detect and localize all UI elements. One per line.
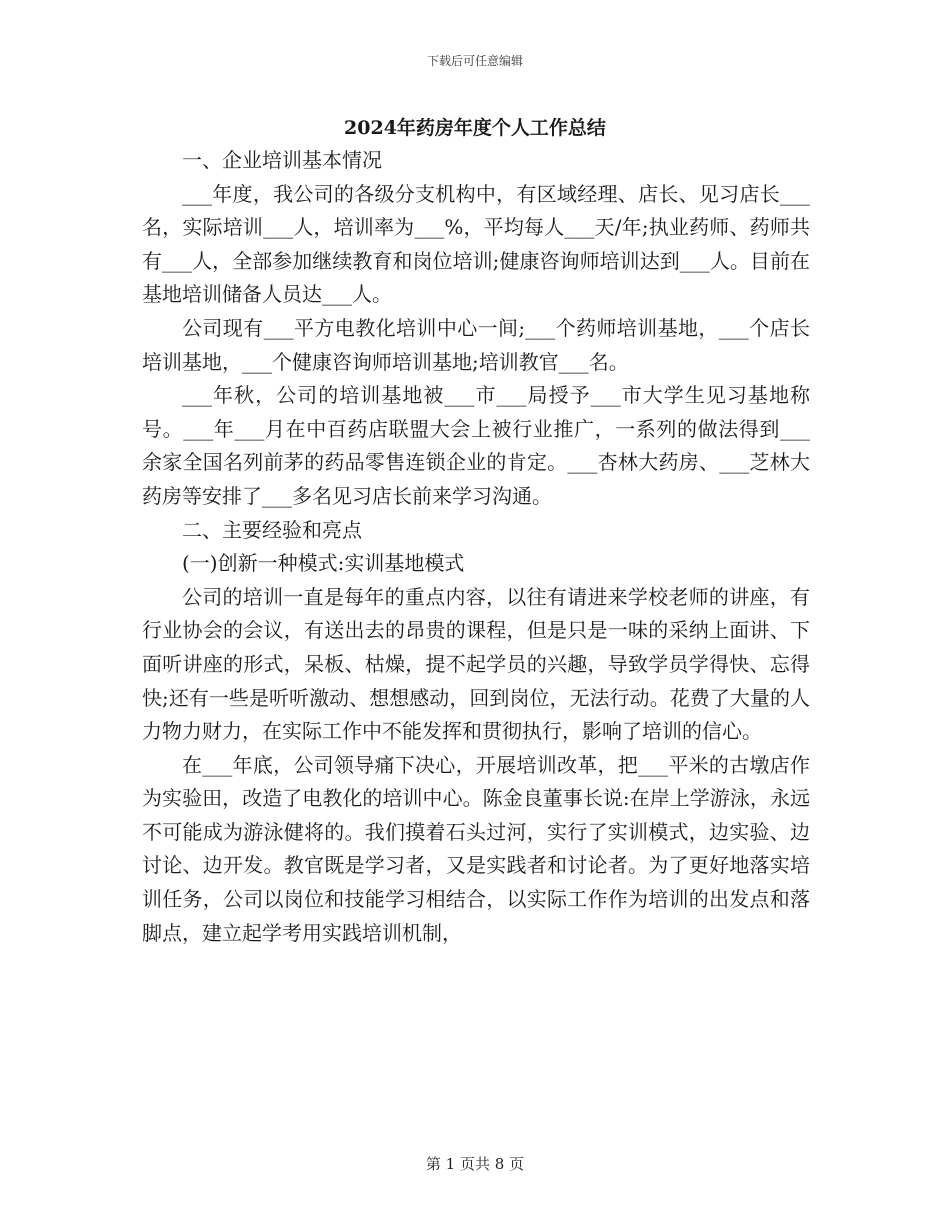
paragraph: ___年度，我公司的各级分支机构中，有区域经理、店长、见习店长___名，实际培训___人，培训率为___%，平均每人___天/年;执业药师、药师共有___人，全部参加继续教育和岗位培训;健康咨询师培训达到___人。目前在基地培训储备人员达___人。 [142, 181, 810, 307]
document-body [142, 144, 810, 950]
paragraph: ___年秋，公司的培训基地被___市___局授予___市大学生见习基地称号。___年___月在中百药店联盟大会上被行业推广，一系列的做法得到___余家全国名列前茅的药品零售连锁企业的肯定。___杏林大药房、___芝林大药房等安排了___多名见习店长前来学习沟通。 [142, 383, 810, 508]
header-note: 下载后可任意编辑 [426, 54, 523, 68]
page-number: 第 1 页共 8 页 [425, 1155, 525, 1173]
section-heading-2: 二、主要经验和亮点 [182, 517, 362, 542]
section-heading-1: 一、企业培训基本情况 [182, 148, 382, 172]
paragraph: 公司的培训一直是每年的重点内容，以往有请进来学校老师的讲座，有行业协会的会议，有送出去的昂贵的课程，但是只是一味的采纳上面讲、下面听讲座的形式，呆板、枯燥，提不起学员的兴趣，导致学员学得快、忘得快;还有一些是听听激动、想想感动，回到岗位，无法行动。花费了大量的人力物力财力，在实际工作中不能发挥和贯彻执行，影响了培训的信心。 [142, 584, 810, 744]
paragraph: 公司现有___平方电教化培训中心一间;___个药师培训基地，___个店长培训基地，___个健康咨询师培训基地;培训教官___名。 [142, 315, 810, 374]
document-title: 2024年药房年度个人工作总结 [344, 117, 606, 139]
subsection-heading: (一)创新一种模式:实训基地模式 [182, 551, 465, 576]
paragraph: 在___年底，公司领导痛下决心，开展培训改革，把___平米的古墩店作为实验田，改造了电教化的培训中心。陈金良董事长说:在岸上学游泳，永远不可能成为游泳健将的。我们摸着石头过河，实行了实训模式，边实验、边讨论、边开发。教官既是学习者，又是实践者和讨论者。为了更好地落实培训任务，公司以岗位和技能学习相结合，以实际工作作为培训的出发点和落脚点，建立起学考用实践培训机制， [142, 752, 810, 945]
